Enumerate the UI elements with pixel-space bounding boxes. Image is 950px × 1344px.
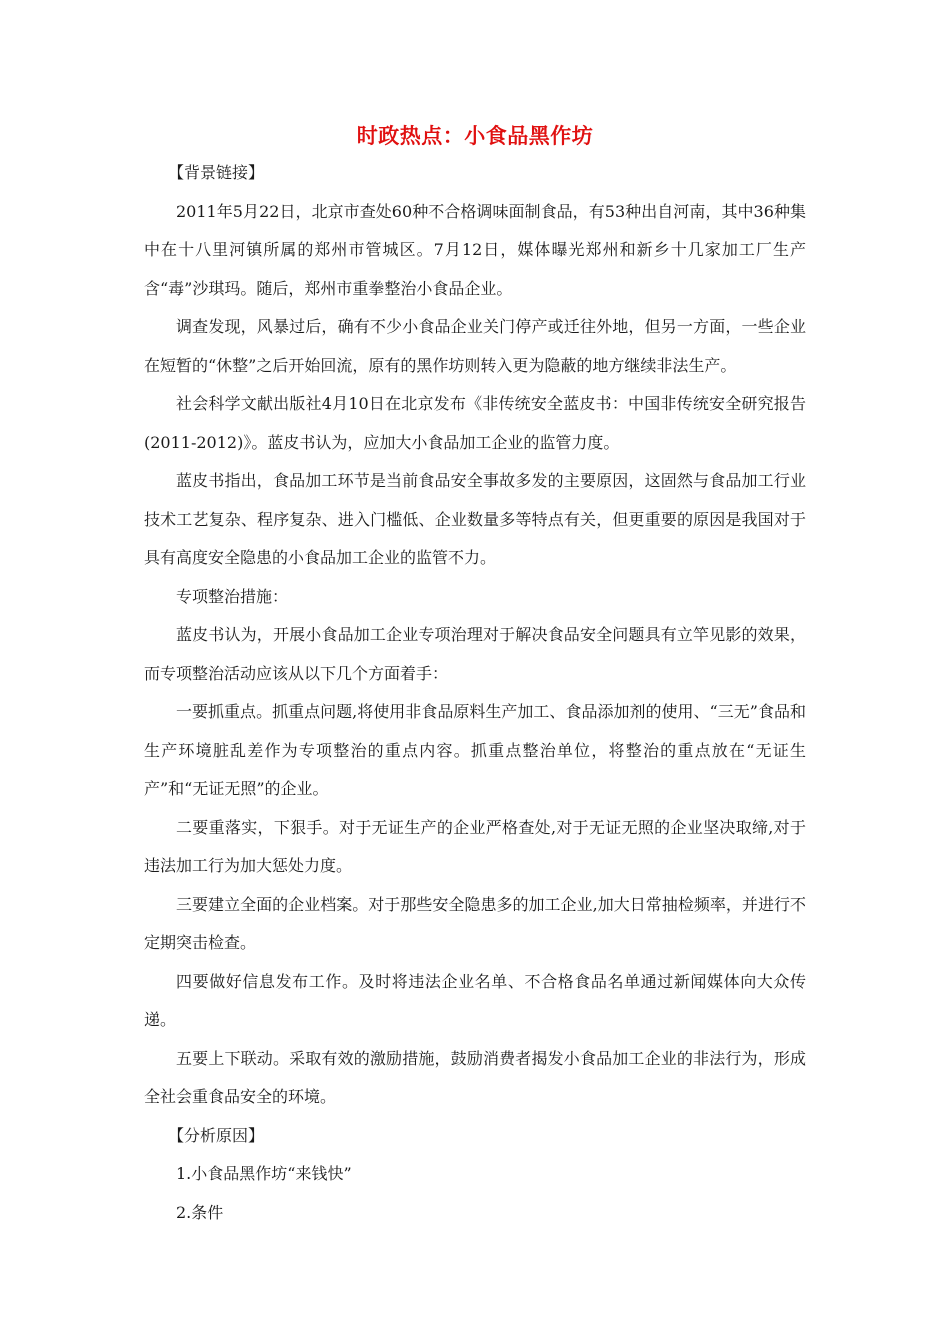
measure-1: 一要抓重点。抓重点问题,将使用非食品原料生产加工、食品添加剂的使用、“三无”食品和生产环境脏乱差作为专项整治的重点内容。抓重点整治单位，将整治的重点放在“无证生产”和“无证无照”的企业。 — [144, 702, 806, 798]
background-heading: 【背景链接】 — [168, 163, 265, 182]
analysis-item-1: 1.小食品黑作坊“来钱快” — [176, 1164, 352, 1183]
paragraph-4: 蓝皮书指出，食品加工环节是当前食品安全事故多发的主要原因，这固然与食品加工行业技术工艺复杂、程序复杂、进入门槛低、企业数量多等特点有关，但更重要的原因是我国对于具有高度安全隐患的小食品加工企业的监管不力。 — [144, 471, 806, 567]
paragraph-1: 2011年5月22日，北京市查处60种不合格调味面制食品，有53种出自河南，其中36种集中在十八里河镇所属的郑州市管城区。7月12日，媒体曝光郑州和新乡十几家加工厂生产含“毒”沙琪玛。随后，郑州市重拳整治小食品企业。 — [144, 201, 806, 298]
paragraph-5: 蓝皮书认为，开展小食品加工企业专项治理对于解决食品安全问题具有立竿见影的效果，而专项整治活动应该从以下几个方面着手： — [144, 625, 806, 683]
document-title: 时政热点：小食品黑作坊 — [356, 123, 594, 148]
analysis-item-2: 2.条件 — [176, 1202, 224, 1222]
paragraph-2: 调查发现，风暴过后，确有不少小食品企业关门停产或迁往外地，但另一方面，一些企业在短暂的“休整”之后开始回流，原有的黑作坊则转入更为隐蔽的地方继续非法生产。 — [144, 317, 806, 375]
measure-5: 五要上下联动。采取有效的激励措施，鼓励消费者揭发小食品加工企业的非法行为，形成全社会重食品安全的环境。 — [144, 1048, 806, 1106]
analysis-heading: 【分析原因】 — [168, 1125, 265, 1145]
paragraph-3: 社会科学文献出版社4月10日在北京发布《非传统安全蓝皮书：中国非传统安全研究报告(2011-2012)》。蓝皮书认为，应加大小食品加工企业的监管力度。 — [144, 394, 806, 452]
measure-3: 三要建立全面的企业档案。对于那些安全隐患多的加工企业,加大日常抽检频率，并进行不定期突击检查。 — [144, 894, 806, 952]
measure-2: 二要重落实，下狠手。对于无证生产的企业严格查处,对于无证无照的企业坚决取缔,对于违法加工行为加大惩处力度。 — [144, 817, 806, 875]
measure-4: 四要做好信息发布工作。及时将违法企业名单、不合格食品名单通过新闻媒体向大众传递。 — [144, 971, 806, 1029]
measures-heading: 专项整治措施： — [176, 586, 289, 606]
